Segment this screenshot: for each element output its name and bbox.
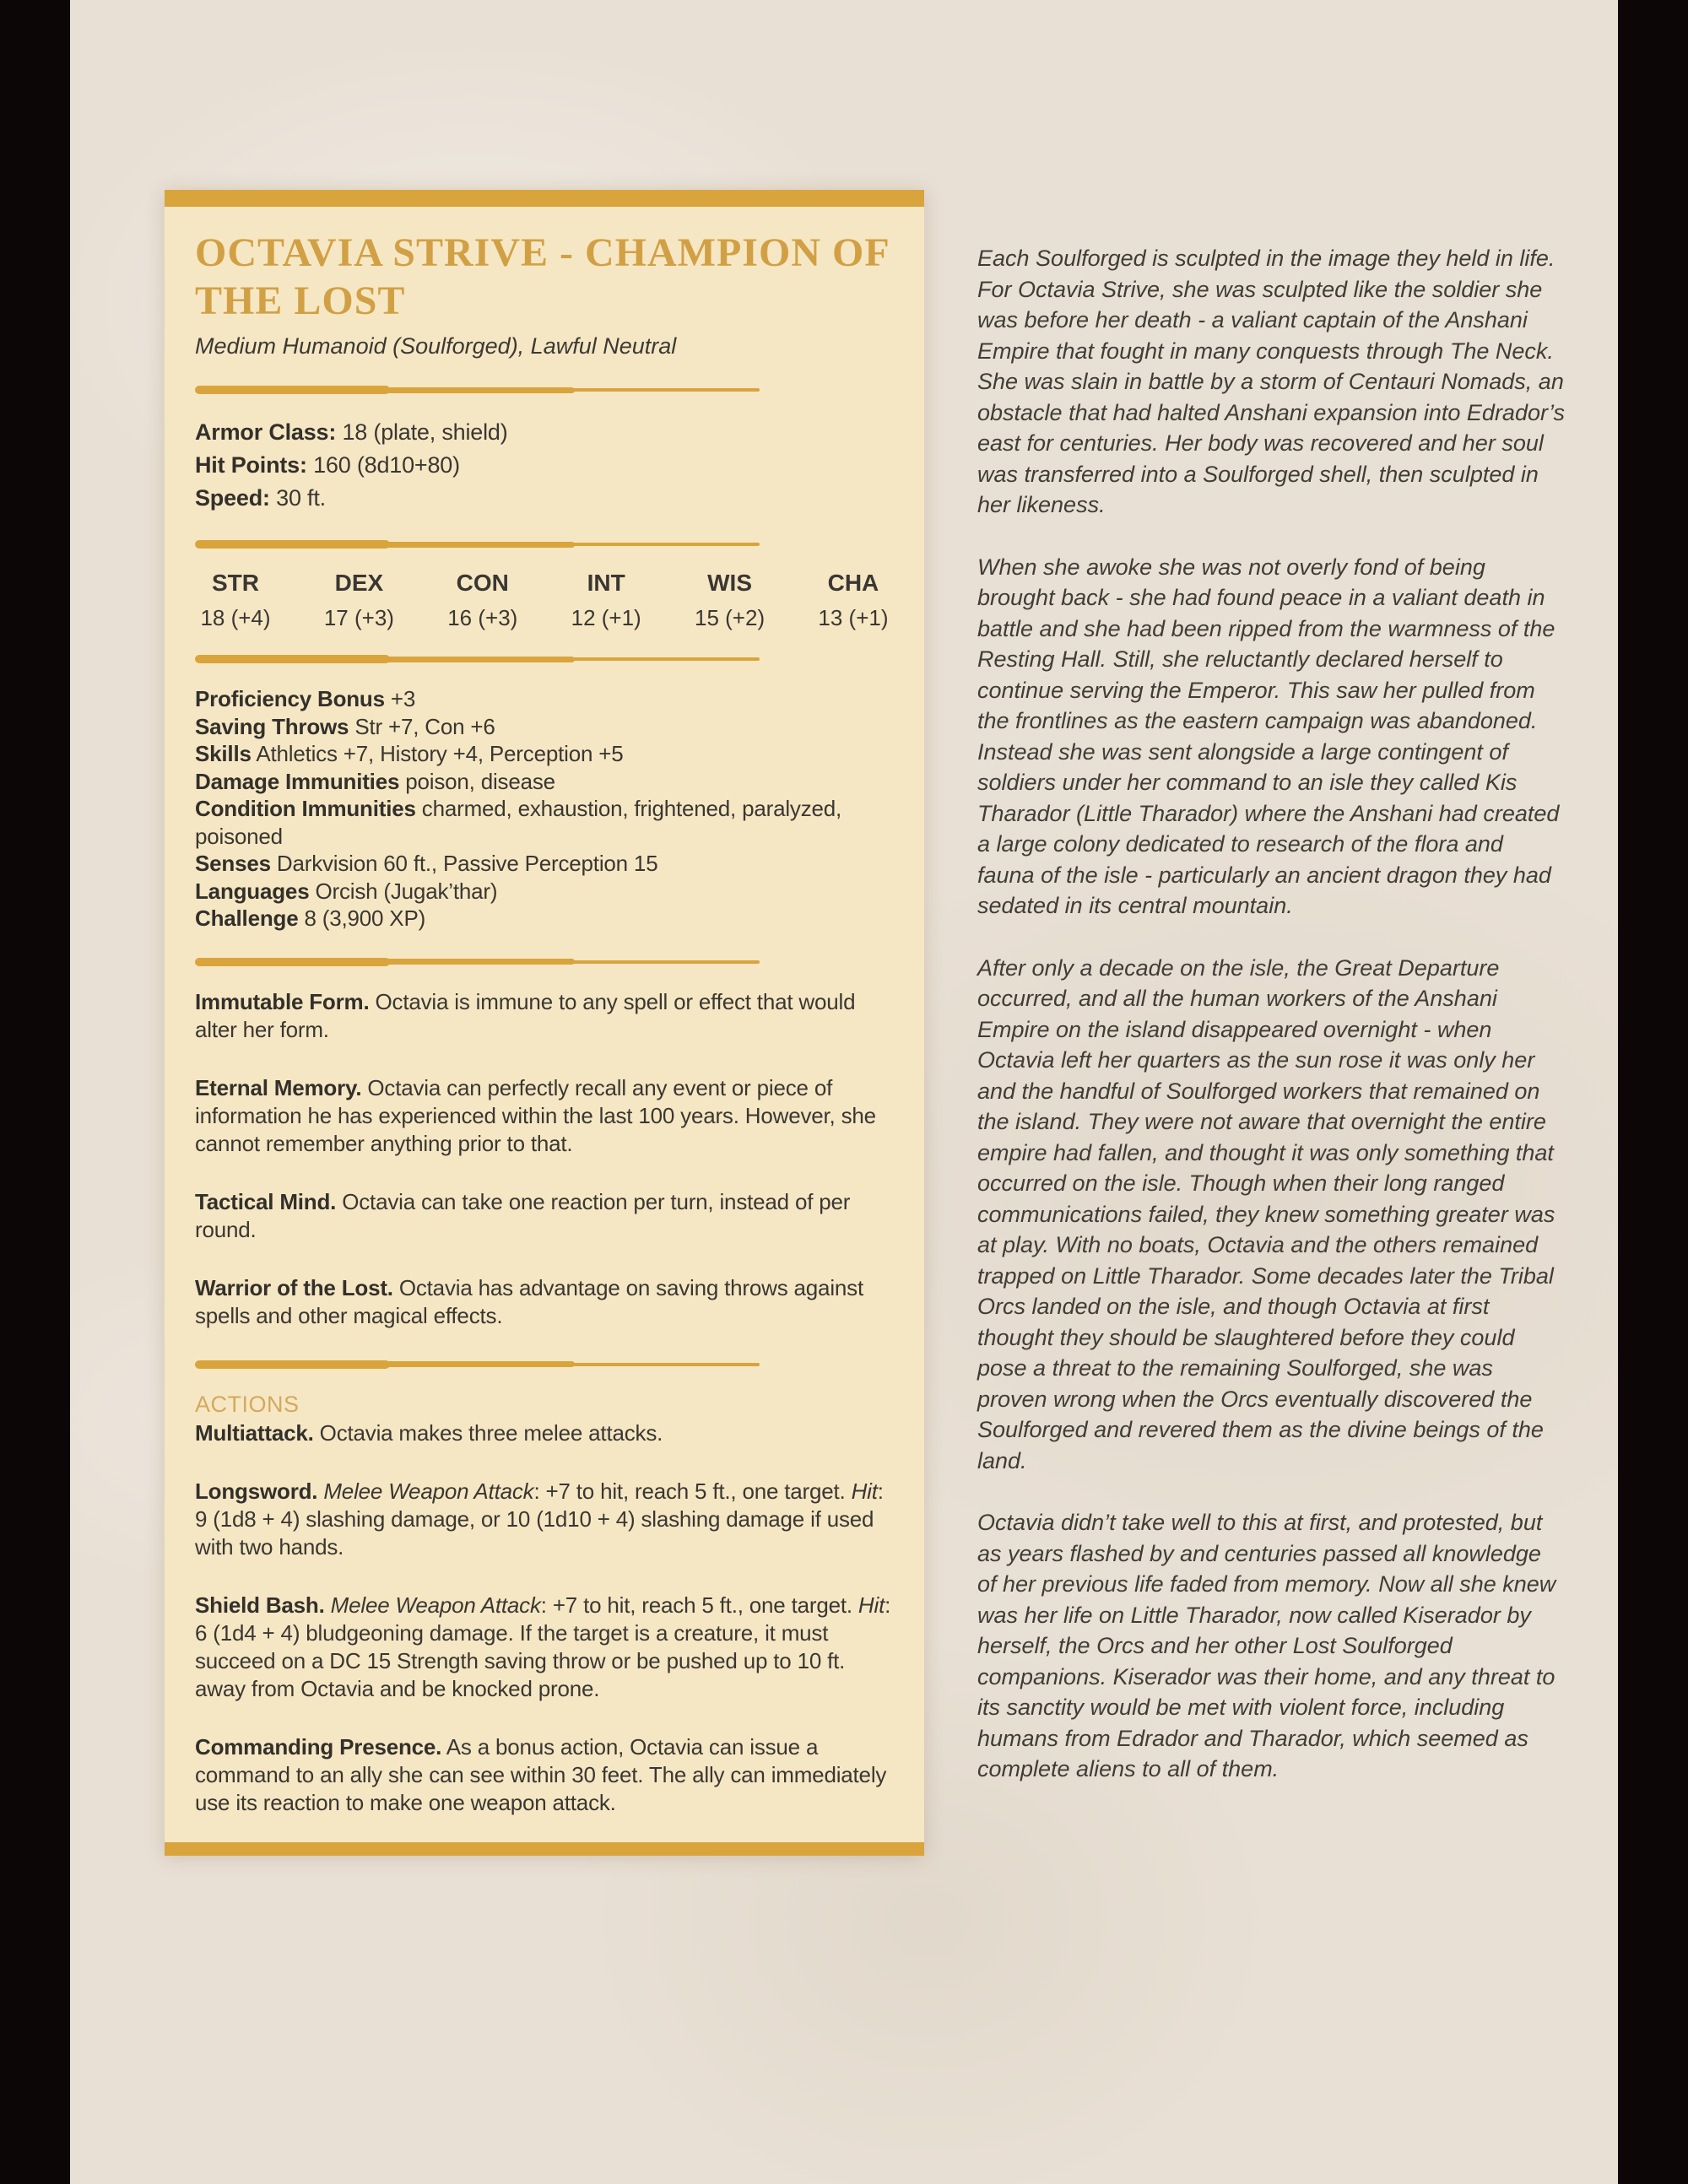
ability-int (565, 570, 647, 630)
hit-points-line: Hit Points: 160 (8d10+80) (195, 452, 460, 478)
trait-tactical-mind: Tactical Mind. Octavia can take one reaction per turn, instead of per round. (195, 1188, 851, 1242)
trait-eternal-memory: Eternal Memory. Octavia can perfectly recall any event or piece of information he has experienced within the last 100 years. However, she cannot remember anything prior to that. (195, 1074, 876, 1156)
action-commanding-presence: Commanding Presence. As a bonus action, Octavia can issue a command to an ally she can see within 30 feet. The ally can immediately use its reaction to make one weapon attack. (195, 1733, 887, 1815)
armor-class-line: Armor Class: 18 (plate, shield) (195, 419, 508, 445)
ability-name: CHA (827, 570, 879, 596)
action-shield-bash: Shield Bash. Melee Weapon Attack: +7 to hit, reach 5 ft., one target. Hit: 6 (1d4 + 4) bludgeoning damage. If the target is a creature, it must succeed on a DC 15 Strength saving throw or be pushed up to 10 ft. away from Octavia and be knocked prone. (195, 1592, 891, 1701)
ability-value: 17 (+3) (323, 605, 394, 630)
lore-paragraph: Each Soulforged is sculpted in the image they held in life. For Octavia Strive, she was sculpted like the soldier she was before her death - a valiant captain of the Anshani Empire that fought in many conquests through The Neck. She was slain in battle by a storm of Centauri Nomads, an obstacle that had halted Anshani expansion into Edrador’s east for centuries. Her body was recovered and her soul was transferred into a Soulforged shell, then sculpted in her likeness. (977, 246, 1565, 517)
action-multiattack: Multiattack. Octavia makes three melee attacks. (195, 1419, 663, 1446)
ability-str (195, 570, 276, 630)
ability-value: 15 (+2) (695, 605, 766, 630)
senses-line: Senses Darkvision 60 ft., Passive Perception 15 (195, 851, 658, 876)
ability-scores-row (195, 570, 894, 630)
challenge-line: Challenge 8 (3,900 XP) (195, 905, 426, 931)
statblock-bottom-border (165, 1842, 924, 1856)
ability-wis (690, 570, 771, 630)
ability-value: 12 (+1) (571, 605, 641, 630)
ability-name: WIS (707, 570, 752, 596)
speed-line: Speed: 30 ft. (195, 485, 326, 511)
left-edge-bar (0, 0, 70, 2184)
ability-dex (318, 570, 399, 630)
saving-throws-line: Saving Throws Str +7, Con +6 (195, 713, 495, 739)
ability-cha (813, 570, 894, 630)
ability-name: STR (212, 570, 259, 596)
statblock-card (165, 190, 924, 1856)
lore-paragraph: After only a decade on the isle, the Great Departure occurred, and all the human workers of the Anshani Empire on the island disappeared overnight - when Octavia left her quarters as the sun rose it was only her and the handful of Soulforged workers that remained on the island. They were not aware that overnight the entire empire had fallen, and thought it was only something that occurred on the isle. Though when their long ranged communications failed, they knew something greater was at play. With no boats, Octavia and the others remained trapped on Little Tharador. Some decades later the Tribal Orcs landed on the isle, and though Octavia at first thought they should be slaughtered before they could pose a threat to the remaining Soulforged, she was proven wrong when the Orcs eventually discovered the Soulforged and revered them as the divine beings of the land. (977, 954, 1555, 1473)
tapered-divider (195, 386, 768, 394)
ability-name: DEX (334, 570, 384, 596)
statblock-content (165, 207, 924, 1842)
ability-value: 16 (+3) (447, 605, 518, 630)
proficiency-bonus-line: Proficiency Bonus +3 (195, 686, 416, 711)
ability-name: CON (456, 570, 509, 596)
condition-immunities-line: Condition Immunities charmed, exhaustion, frightened, paralyzed, poisoned (195, 796, 842, 849)
lore-paragraph: Octavia didn’t take well to this at first, and protested, but as years flashed by and centuries passed all knowledge of her previous life faded from memory. Now all she knew was her life on Little Tharador, now called Kiserador by herself, the Orcs and her other Lost Soulforged companions. Kiserador was their home, and any threat to its sanctity would be met with violent force, including humans from Edrador and Tharador, which seemed as complete aliens to all of them. (977, 1510, 1556, 1781)
damage-immunities-line: Damage Immunities poison, disease (195, 768, 555, 794)
trait-immutable-form: Immutable Form. Octavia is immune to any spell or effect that would alter her form. (195, 988, 856, 1042)
lore-column (977, 243, 1565, 1785)
right-edge-bar (1618, 0, 1688, 2184)
ability-con (442, 570, 523, 630)
ability-value: 13 (+1) (818, 605, 889, 630)
tapered-divider (195, 540, 768, 549)
creature-name-title: OCTAVIA STRIVE - CHAMPION OF THE LOST (195, 230, 889, 323)
tapered-divider (195, 1360, 768, 1369)
languages-line: Languages Orcish (Jugak’thar) (195, 878, 498, 904)
trait-warrior-of-the-lost: Warrior of the Lost. Octavia has advantage on saving throws against spells and other magical effects. (195, 1274, 863, 1328)
ability-name: INT (587, 570, 625, 596)
tapered-divider (195, 958, 768, 966)
creature-type-subtitle: Medium Humanoid (Soulforged), Lawful Neutral (195, 333, 677, 359)
statblock-top-border (165, 190, 924, 207)
ability-value: 18 (+4) (200, 605, 271, 630)
lore-paragraph: When she awoke she was not overly fond of being brought back - she had found peace in a valiant death in battle and she had been ripped from the warmness of the Resting Hall. Still, she reluctantly declared herself to continue serving the Emperor. This saw her pulled from the frontlines as the eastern campaign was abandoned. Instead she was sent alongside a large contingent of soldiers under her command to an isle they called Kis Tharador (Little Tharador) where the Anshani had created a large colony dedicated to research of the flora and fauna of the isle - particularly an ancient dragon they had sedated in its central mountain. (977, 554, 1560, 918)
tapered-divider (195, 655, 768, 663)
action-longsword: Longsword. Melee Weapon Attack: +7 to hit, reach 5 ft., one target. Hit: 9 (1d8 + 4) slashing damage, or 10 (1d10 + 4) slashing damage if used with two hands. (195, 1478, 884, 1560)
actions-section-header: ACTIONS (195, 1391, 300, 1417)
skills-line: Skills Athletics +7, History +4, Perception +5 (195, 741, 624, 766)
